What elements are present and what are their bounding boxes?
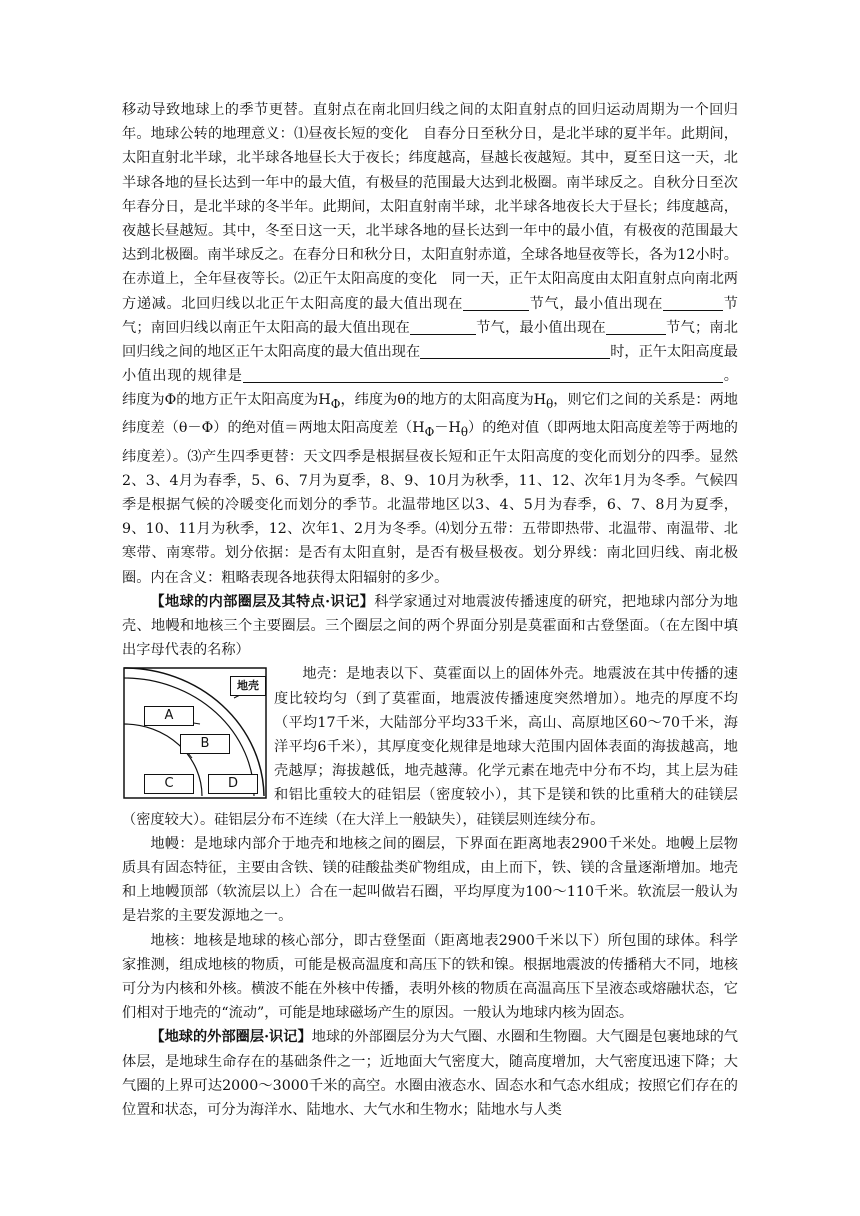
subscript-phi: Φ	[330, 397, 341, 412]
text-segment: ，纬度为θ的地方的太阳高度为H	[340, 392, 547, 409]
layer-label-d[interactable]: D	[208, 774, 258, 794]
crust-label-box: 地壳	[230, 676, 266, 696]
paragraph-internal-layers-intro	[122, 590, 738, 663]
paragraph-core: 地核：地核是地球的核心部分，即古登堡面（距离地表2900千米以下）所包围的球体。科学家推测，组成地核的物质，可能是极高温度和高压下的铁和镍。根据地震波的传播稍大不同，地核可分为内核和外核。横波不能在外核中传播，表明外核的物质在高温高压下呈液态或熔融状态，它们相对于地壳的“流动”，可能是地球磁场产生的原因。一般认为地球内核为固态。	[122, 932, 738, 1022]
subscript-theta: θ	[546, 397, 554, 412]
answer-blank[interactable]	[663, 294, 723, 311]
text-segment: 科学家通过对地震波传播速度的研究，把地球内部分为地壳、地幔和地核三个主要圈层。三个圈层之间的两个界面分别是莫霍面和古登堡面。（在左图中填出字母代表的名称）	[122, 593, 738, 659]
paragraph-mantle: 地幔：是地球内部介于地壳和地核之间的圈层，下界面在距离地表2900千米处。地幔上层物质具有固态特征，主要由含铁、镁的硅酸盐类矿物组成，由上而下，铁、镁的含量逐渐增加。地壳和上地幔顶部（软流层以上）合在一起叫做岩石圈，平均厚度为100～110千米。软流层一般认为是岩浆的主要发源地之一。	[122, 835, 738, 925]
subscript-theta: θ	[460, 425, 468, 440]
answer-blank[interactable]	[410, 318, 476, 335]
text-segment: 节气；南北回归线之间的地区正午太阳高度的最大值出现在	[122, 319, 738, 361]
paragraph-earth-revolution	[122, 98, 738, 590]
text-segment: ，则它们之间的关系是：两地纬度差（θ－Φ）的绝对值＝两地太阳高度差（H	[122, 392, 738, 437]
section-heading-internal-layers: 【地球的内部圈层及其特点·识记】	[150, 593, 375, 610]
text-segment: ）的绝对值（即两地太阳高度差等于两地的纬度差）。⑶产生四季更替：天文四季是根据昼夜长短和正午太阳高度的变化而划分的四季。显然2、3、4月为春季，5、6、7月为夏季，8、9、10月为秋季，11、12、次年1月为冬季。气候四季是根据气候的冷暖变化而划分的季节。北温带地区以3、4、5月为春季，6、7、8月为夏季，9、10、11月为秋季，12、次年1、2月为冬季。⑷划分五带：五带即热带、北温带、南温带、北寒带、南寒带。划分依据：是否有太阳直射，是否有极昼极夜。划分界线：南北回归线、南北极圈。内在含义：粗略表现各地获得太阳辐射的多少。	[122, 420, 738, 586]
document-page	[122, 98, 738, 1122]
text-segment: 节气，最小值出现在	[529, 295, 664, 312]
text-segment: 节气；南回归线以南正午太阳高的最大值出现在	[122, 295, 738, 336]
earth-layers-diagram	[122, 666, 270, 802]
answer-blank[interactable]	[243, 366, 723, 383]
layer-label-b[interactable]: B	[180, 734, 230, 754]
text-segment: －H	[434, 420, 461, 437]
layer-label-a[interactable]: A	[144, 706, 194, 726]
crust-section-with-figure	[122, 662, 738, 831]
answer-blank[interactable]	[463, 294, 529, 311]
answer-blank[interactable]	[606, 318, 666, 335]
text-segment: 移动导致地球上的季节更替。直射点在南北回归线之间的太阳直射点的回归运动周期为一个回归年。地球公转的地理意义：⑴昼夜长短的变化 自春分日至秋分日，是北半球的夏半年。此期间，太阳直射北半球，北半球各地昼长大于夜长；纬度越高，昼越长夜越短。其中，夏至日这一天，北半球各地的昼长达到一年中的最大值，有极昼的范围最大达到北极圈。南半球反之。自秋分日至次年春分日，是北半球的冬半年。此期间，太阳直射南半球，北半球各地夜长大于昼长；纬度越高，夜越长昼越短。其中，冬至日这一天，北半球各地的昼长达到一年中的最小值，有极夜的范围最大达到北极圈。南半球反之。在春分日和秋分日，太阳直射赤道，全球各地昼夜等长，各为12小时。在赤道上，全年昼夜等长。⑵正午太阳高度的变化 同一天，正午太阳高度由太阳直射点向南北两方递减。北回归线以北正午太阳高度的最大值出现在	[122, 102, 738, 312]
subscript-phi: Φ	[424, 425, 435, 440]
text-segment: 节气，最小值出现在	[476, 319, 606, 336]
paragraph-crust: 地壳：是地表以下、莫霍面以上的固体外壳。地震波在其中传播的速度比较均匀（到了莫霍面，地震波传播速度突然增加）。地壳的厚度不均（平均17千米，大陆部分平均33千米，高山、高原地区60～70千米，海洋平均6千米），其厚度变化规律是地球大范围内固体表面的海拔越高，地壳越厚；海拔越低，地壳越薄。化学元素在地壳中分布不均，其上层为硅和铝比重较大的硅铝层（密度较小），其下是镁和铁的比重稍大的硅镁层（密度较大）。硅铝层分布不连续（在大洋上一般缺失），硅镁层则连续分布。	[122, 666, 738, 828]
answer-blank[interactable]	[420, 342, 610, 359]
paragraph-external-layers	[122, 1025, 738, 1122]
text-segment: 地球的外部圈层分为大气圈、水圈和生物圈。大气圈是包裹地球的气体层，是地球生命存在的基础条件之一；近地面大气密度大，随高度增加，大气密度迅速下降；大气圈的上界可达2000～3000千米的高空。水圈由液态水、固态水和气态水组成；按照它们存在的位置和状态，可分为海洋水、陆地水、大气水和生物水；陆地水与人类	[122, 1029, 738, 1118]
layer-label-c[interactable]: C	[144, 774, 194, 794]
text-segment: 。纬度为Φ的地方正午太阳高度为H	[122, 368, 738, 409]
section-heading-external-layers: 【地球的外部圈层·识记】	[150, 1029, 312, 1046]
text-segment: 时，正午太阳高度最小值出现的规律是	[122, 344, 738, 385]
